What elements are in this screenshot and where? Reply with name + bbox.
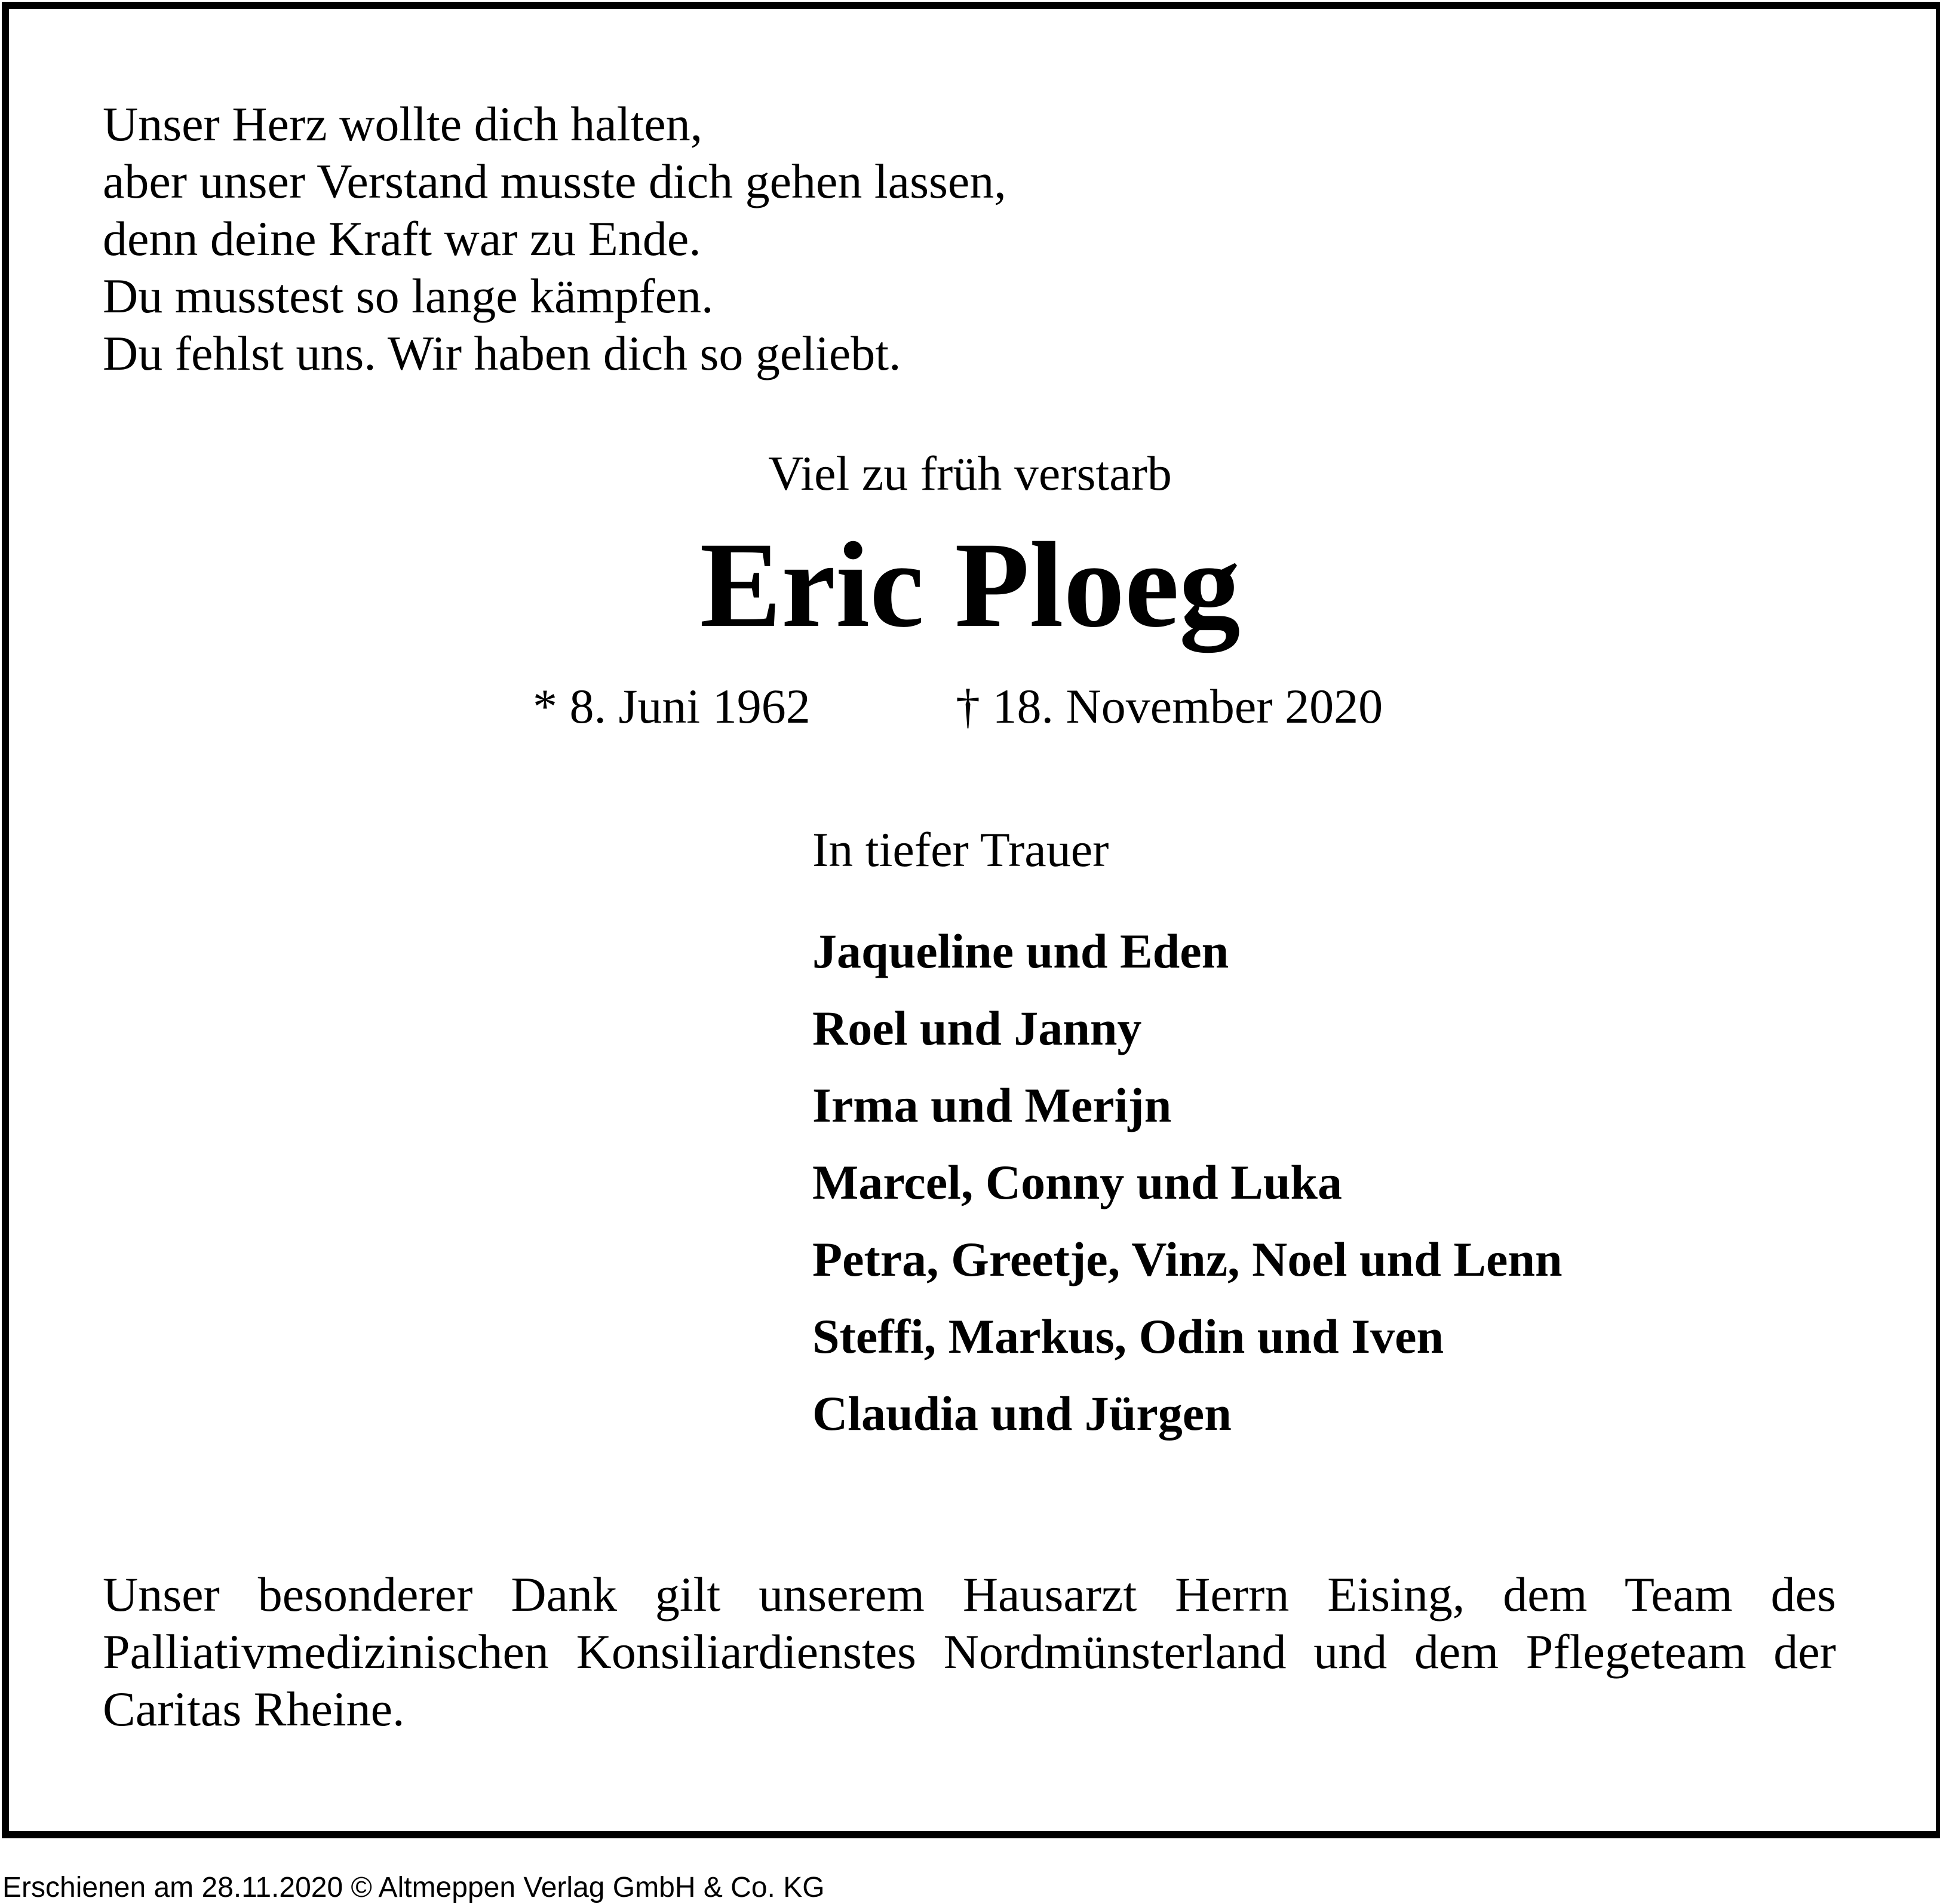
publication-footer: Erschienen am 28.11.2020 © Altmeppen Verlag GmbH & Co. KG [2,1872,825,1903]
deceased-name: Eric Ploeg [699,517,1241,653]
mourner-entry: Claudia und Jürgen [812,1386,1232,1441]
mourner-entry: Roel und Janny [812,1001,1142,1055]
poem [103,96,1006,382]
poem-line: Du fehlst uns. Wir haben dich so geliebt. [103,326,901,380]
poem-line: denn deine Kraft war zu Ende. [103,211,701,266]
mourner-entry: Steffi, Markus, Odin und Iven [812,1309,1444,1363]
mourner-entry: Irma und Merijn [812,1078,1172,1132]
birth-date: * 8. Juni 1962 [533,679,811,733]
mourners-list [812,913,1563,1452]
intro-text: Viel zu früh verstarb [768,446,1172,500]
death-date: † 18. November 2020 [956,679,1383,733]
thanks-paragraph: Unser besonderer Dank gilt unserem Hausarzt Herrn Eising, dem Team des Palliativmedizinischen Konsiliardienstes Nordmünsterland und dem Pflegeteam der Caritas Rheine. [103,1567,1836,1736]
mourner-entry: Marcel, Conny und Luka [812,1155,1343,1209]
poem-line: Unser Herz wollte dich halten, [103,97,703,151]
mourner-entry: Petra, Greetje, Vinz, Noel und Lenn [812,1232,1563,1286]
poem-line: aber unser Verstand musste dich gehen lassen, [103,154,1006,208]
mourning-heading: In tiefer Trauer [812,822,1109,877]
poem-line: Du musstest so lange kämpfen. [103,269,714,323]
mourner-entry: Jaqueline und Eden [812,924,1229,978]
